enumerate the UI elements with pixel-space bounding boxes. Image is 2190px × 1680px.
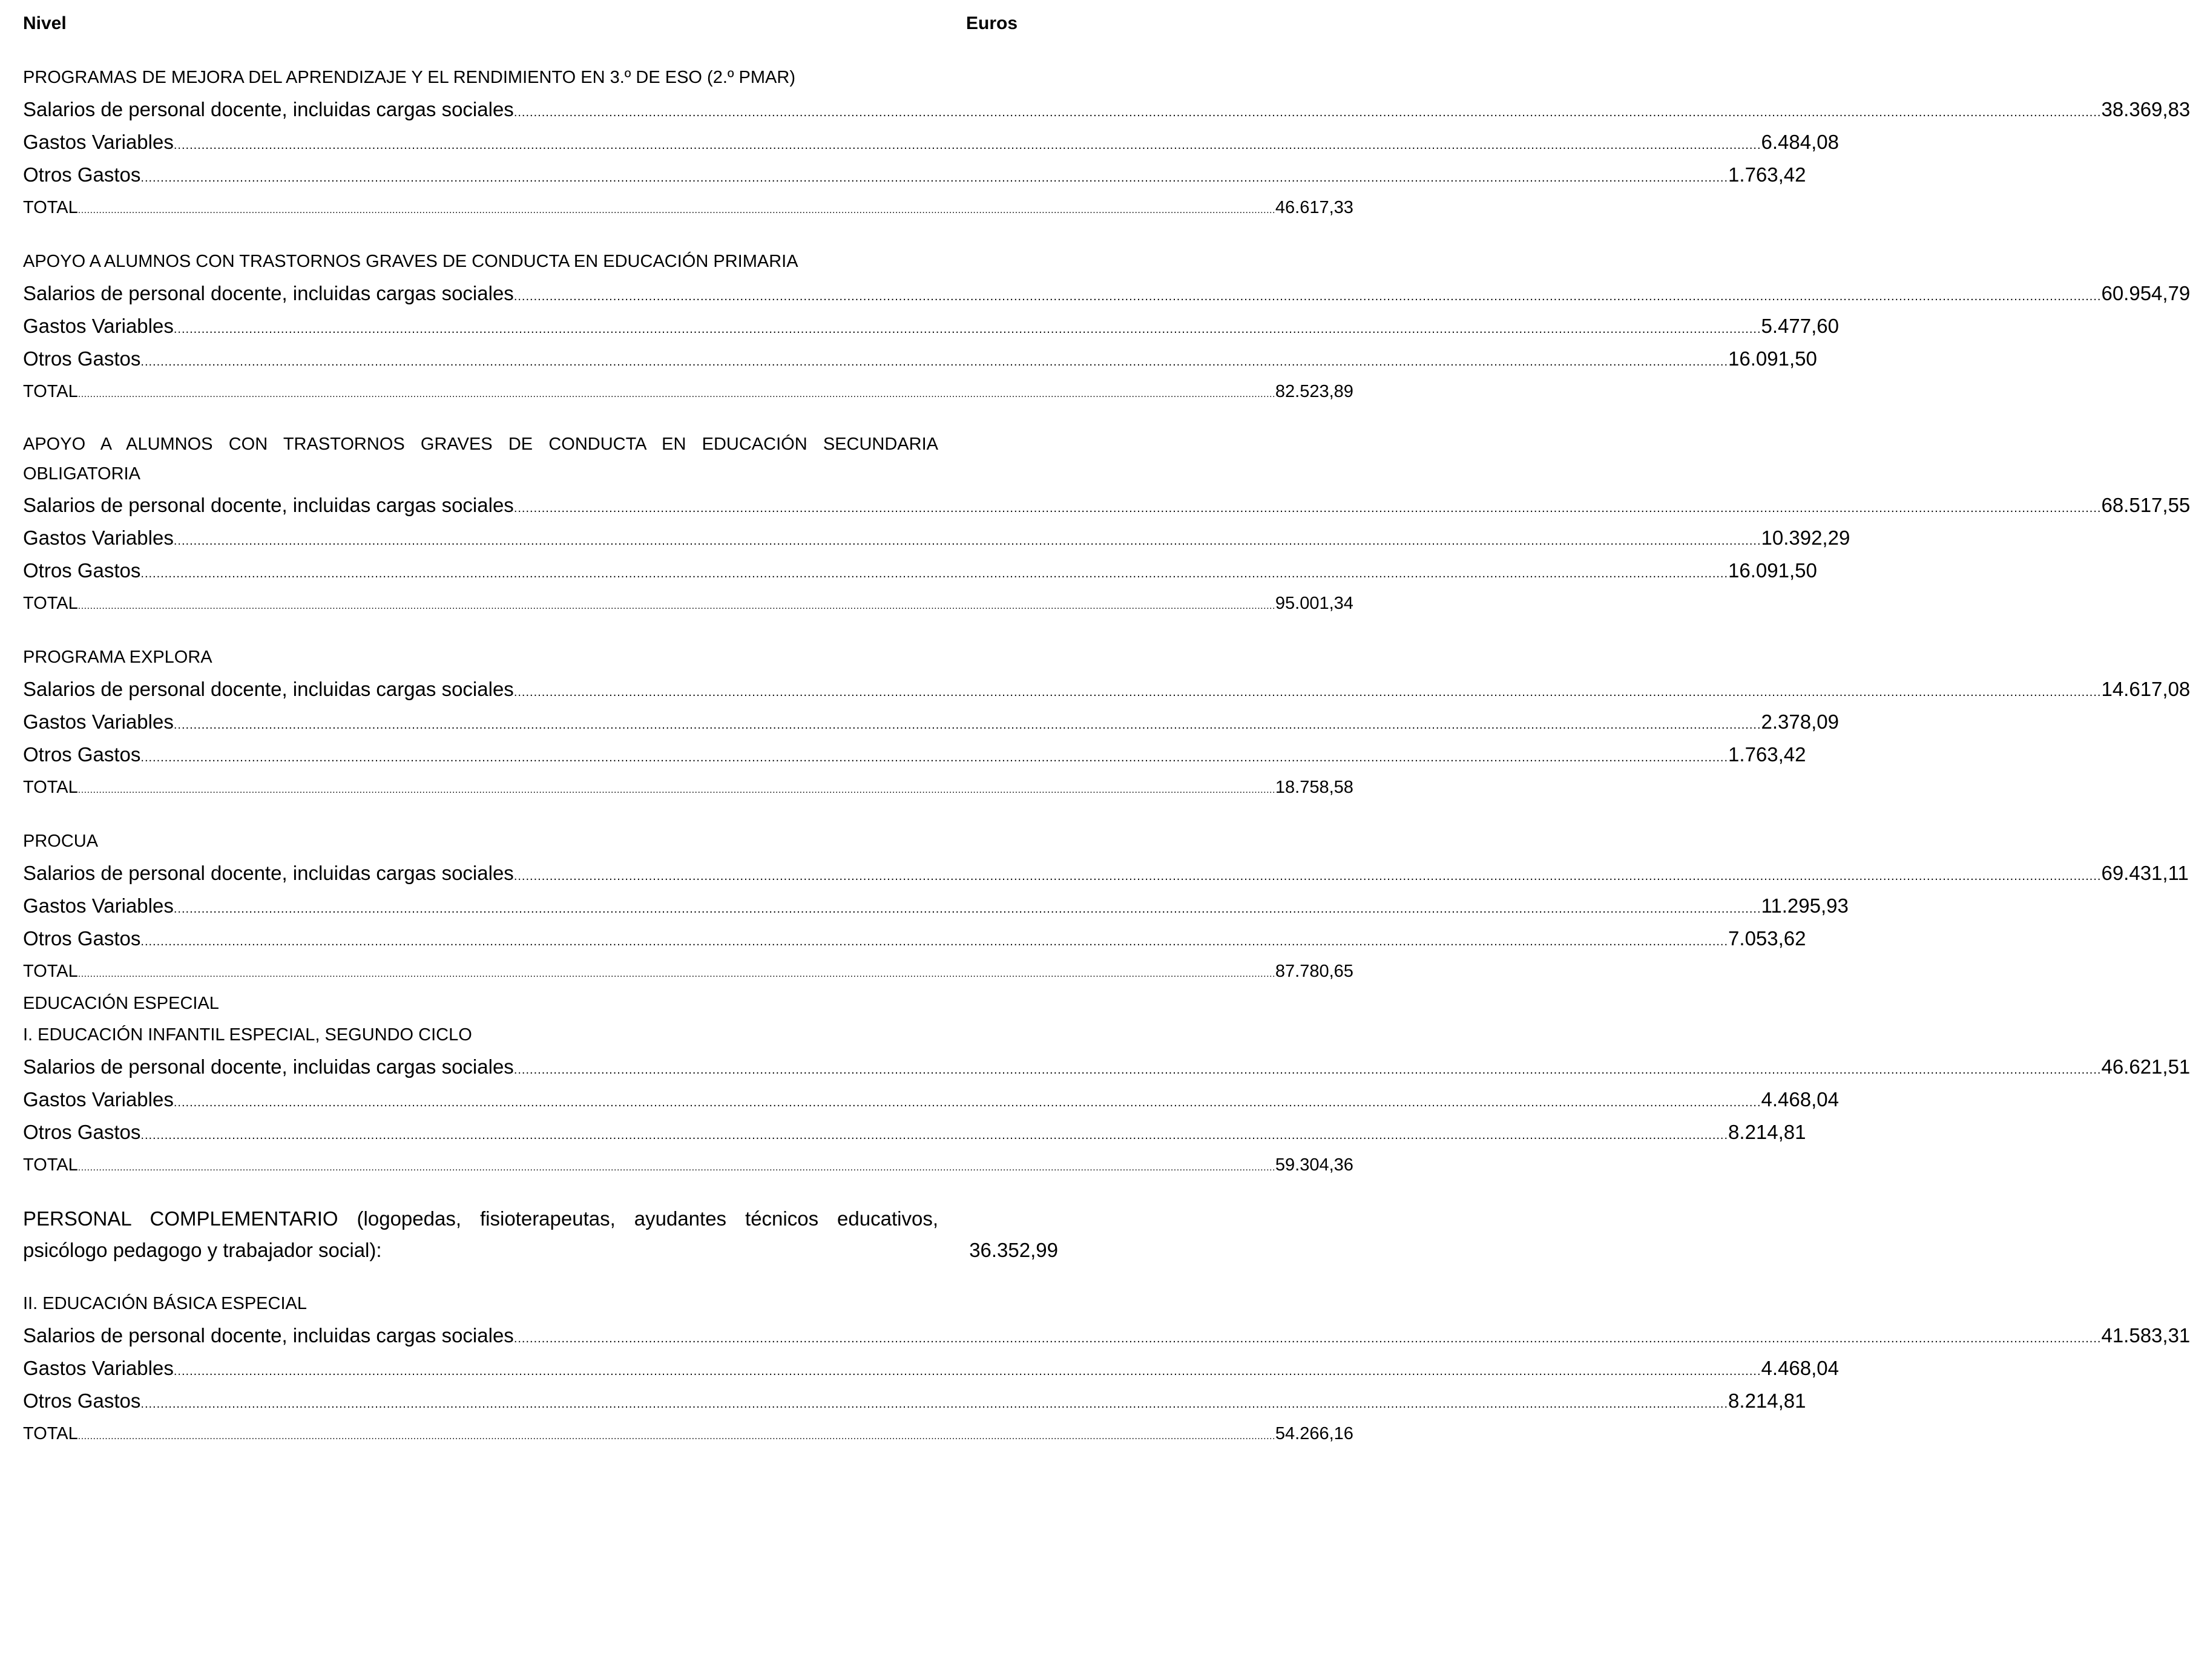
row-label: Gastos Variables [23, 527, 174, 549]
total-row: TOTAL ................................................................................................................................................................................................................................................................................................................................................................................................................ 87.780,65 [23, 955, 1058, 988]
row-value: 4.468,04 [1761, 1088, 1839, 1111]
cost-row: Otros Gastos ................................................................................................................................................................................................................................................................................................................................................................................................................ 1.763,42 [23, 738, 1058, 771]
row-value: 16.091,50 [1728, 559, 1817, 582]
row-value: 14.617,08 [2101, 678, 2190, 700]
row-label: Gastos Variables [23, 894, 174, 917]
row-label: Otros Gastos [23, 163, 141, 186]
row-label: Gastos Variables [23, 315, 174, 337]
row-value: 41.583,31 [2101, 1324, 2190, 1347]
personal-complementario [23, 1203, 1058, 1266]
total-row: TOTAL ................................................................................................................................................................................................................................................................................................................................................................................................................ 18.758,58 [23, 771, 1058, 804]
row-value: 11.295,93 [1761, 894, 1849, 917]
cost-row: Salarios de personal docente, incluidas cargas sociales ................................................................................................................................................................................................................................................................................................................................................................................................................ 68.517,55 [23, 489, 1058, 522]
row-label: TOTAL [23, 198, 78, 217]
total-row: TOTAL ................................................................................................................................................................................................................................................................................................................................................................................................................ 54.266,16 [23, 1417, 1058, 1450]
row-value: 87.780,65 [1275, 962, 1353, 981]
section-infantil-especial [23, 988, 2190, 1181]
cost-row: Salarios de personal docente, incluidas cargas sociales ................................................................................................................................................................................................................................................................................................................................................................................................................ 69.431,11 [23, 857, 1058, 890]
row-value: 54.266,16 [1275, 1424, 1353, 1443]
section-tgc-primaria [23, 246, 2190, 408]
row-value: 8.214,81 [1728, 1390, 1806, 1412]
row-label: TOTAL [23, 778, 78, 797]
row-value: 59.304,36 [1275, 1155, 1353, 1175]
row-value: 69.431,11 [2101, 862, 2189, 884]
row-value: 95.001,34 [1275, 594, 1353, 613]
section-title: PROCUA [23, 832, 99, 851]
row-label: TOTAL [23, 594, 78, 613]
cost-row: Salarios de personal docente, incluidas cargas sociales ................................................................................................................................................................................................................................................................................................................................................................................................................ 46.621,51 [23, 1051, 1058, 1083]
cost-row: Gastos Variables ................................................................................................................................................................................................................................................................................................................................................................................................................ 5.477,60 [23, 310, 1058, 343]
row-label: Gastos Variables [23, 1088, 174, 1111]
cost-row: Otros Gastos ................................................................................................................................................................................................................................................................................................................................................................................................................ 8.214,81 [23, 1116, 1058, 1149]
cost-row: Otros Gastos ................................................................................................................................................................................................................................................................................................................................................................................................................ 8.214,81 [23, 1385, 1058, 1417]
row-label: Salarios de personal docente, incluidas cargas sociales [23, 862, 514, 884]
row-label: Salarios de personal docente, incluidas cargas sociales [23, 678, 514, 700]
row-value: 5.477,60 [1761, 315, 1839, 337]
row-value: 60.954,79 [2101, 282, 2190, 304]
total-row: TOTAL ................................................................................................................................................................................................................................................................................................................................................................................................................ 59.304,36 [23, 1149, 1058, 1181]
cost-row: Gastos Variables ................................................................................................................................................................................................................................................................................................................................................................................................................ 4.468,04 [23, 1352, 1058, 1385]
cost-row: Gastos Variables ................................................................................................................................................................................................................................................................................................................................................................................................................ 4.468,04 [23, 1083, 1058, 1116]
row-label: TOTAL [23, 1424, 78, 1443]
row-value: 1.763,42 [1728, 163, 1806, 186]
section-basica-especial [23, 1288, 2190, 1450]
row-label: Salarios de personal docente, incluidas cargas sociales [23, 98, 514, 120]
cost-row: Salarios de personal docente, incluidas cargas sociales ................................................................................................................................................................................................................................................................................................................................................................................................................ 38.369,83 [23, 93, 1058, 126]
row-value: 82.523,89 [1275, 382, 1353, 401]
section-title: APOYO A ALUMNOS CON TRASTORNOS GRAVES DE CONDUCTA EN EDUCACIÓN SECUNDARIA OBLIGATORIA [23, 435, 938, 484]
section-title: II. EDUCACIÓN BÁSICA ESPECIAL [23, 1294, 307, 1313]
row-label: Gastos Variables [23, 710, 174, 733]
personal-complementario-value: 36.352,99 [969, 1239, 1058, 1261]
row-label: Otros Gastos [23, 927, 141, 950]
row-value: 1.763,42 [1728, 743, 1806, 766]
section-title: I. EDUCACIÓN INFANTIL ESPECIAL, SEGUNDO CICLO [23, 1025, 472, 1045]
total-row: TOTAL ................................................................................................................................................................................................................................................................................................................................................................................................................ 82.523,89 [23, 375, 1058, 408]
row-label: TOTAL [23, 1155, 78, 1175]
section-procua [23, 825, 2189, 988]
personal-complementario-text: PERSONAL COMPLEMENTARIO (logopedas, fisioterapeutas, ayudantes técnicos educativos, psicólogo pedagogo y trabajador social): [23, 1207, 938, 1261]
row-label: TOTAL [23, 382, 78, 401]
cost-row: Salarios de personal docente, incluidas cargas sociales ................................................................................................................................................................................................................................................................................................................................................................................................................ 60.954,79 [23, 277, 1058, 310]
row-label: Otros Gastos [23, 743, 141, 766]
cost-row: Salarios de personal docente, incluidas cargas sociales ................................................................................................................................................................................................................................................................................................................................................................................................................ 14.617,08 [23, 673, 1058, 706]
row-value: 46.621,51 [2101, 1055, 2190, 1078]
row-label: Otros Gastos [23, 1390, 141, 1412]
row-value: 10.392,29 [1761, 527, 1850, 549]
total-row: TOTAL ................................................................................................................................................................................................................................................................................................................................................................................................................ 46.617,33 [23, 191, 1058, 224]
cost-row: Gastos Variables ................................................................................................................................................................................................................................................................................................................................................................................................................ 6.484,08 [23, 126, 1058, 159]
cost-row: Gastos Variables ................................................................................................................................................................................................................................................................................................................................................................................................................ 10.392,29 [23, 522, 1058, 554]
section-title: APOYO A ALUMNOS CON TRASTORNOS GRAVES DE CONDUCTA EN EDUCACIÓN PRIMARIA [23, 252, 798, 271]
row-value: 2.378,09 [1761, 710, 1839, 733]
row-label: Otros Gastos [23, 347, 141, 370]
row-value: 68.517,55 [2101, 494, 2190, 516]
row-label: Gastos Variables [23, 131, 174, 153]
row-value: 16.091,50 [1728, 347, 1817, 370]
section-pretitle: EDUCACIÓN ESPECIAL [23, 994, 219, 1013]
row-value: 7.053,62 [1728, 927, 1806, 950]
row-label: Salarios de personal docente, incluidas cargas sociales [23, 494, 514, 516]
row-label: TOTAL [23, 962, 78, 981]
document [23, 13, 2190, 1450]
cost-row: Otros Gastos ................................................................................................................................................................................................................................................................................................................................................................................................................ 16.091,50 [23, 554, 1058, 587]
row-label: Salarios de personal docente, incluidas cargas sociales [23, 1055, 514, 1078]
euros-header: Euros [966, 13, 1018, 33]
section-title: PROGRAMA EXPLORA [23, 648, 212, 667]
nivel-header: Nivel [23, 13, 67, 33]
section-tgc-secundaria [23, 430, 2190, 620]
row-value: 4.468,04 [1761, 1357, 1839, 1379]
table-header [23, 13, 1058, 40]
row-label: Gastos Variables [23, 1357, 174, 1379]
row-label: Otros Gastos [23, 1121, 141, 1143]
cost-row: Otros Gastos ................................................................................................................................................................................................................................................................................................................................................................................................................ 1.763,42 [23, 159, 1058, 191]
row-value: 8.214,81 [1728, 1121, 1806, 1143]
row-value: 46.617,33 [1275, 198, 1353, 217]
cost-row: Gastos Variables ................................................................................................................................................................................................................................................................................................................................................................................................................ 2.378,09 [23, 706, 1058, 738]
section-title: PROGRAMAS DE MEJORA DEL APRENDIZAJE Y EL RENDIMIENTO EN 3.º DE ESO (2.º PMAR) [23, 68, 795, 87]
total-row: TOTAL ................................................................................................................................................................................................................................................................................................................................................................................................................ 95.001,34 [23, 587, 1058, 620]
row-label: Salarios de personal docente, incluidas cargas sociales [23, 1324, 514, 1347]
row-value: 38.369,83 [2101, 98, 2190, 120]
cost-row: Salarios de personal docente, incluidas cargas sociales ................................................................................................................................................................................................................................................................................................................................................................................................................ 41.583,31 [23, 1319, 1058, 1352]
row-label: Salarios de personal docente, incluidas cargas sociales [23, 282, 514, 304]
section-explora [23, 641, 2190, 804]
row-value: 6.484,08 [1761, 131, 1839, 153]
cost-row: Otros Gastos ................................................................................................................................................................................................................................................................................................................................................................................................................ 16.091,50 [23, 343, 1058, 375]
row-label: Otros Gastos [23, 559, 141, 582]
cost-row: Otros Gastos ................................................................................................................................................................................................................................................................................................................................................................................................................ 7.053,62 [23, 922, 1058, 955]
section-pmar [23, 62, 2190, 224]
row-value: 18.758,58 [1275, 778, 1353, 797]
cost-row: Gastos Variables ................................................................................................................................................................................................................................................................................................................................................................................................................ 11.295,93 [23, 890, 1058, 922]
